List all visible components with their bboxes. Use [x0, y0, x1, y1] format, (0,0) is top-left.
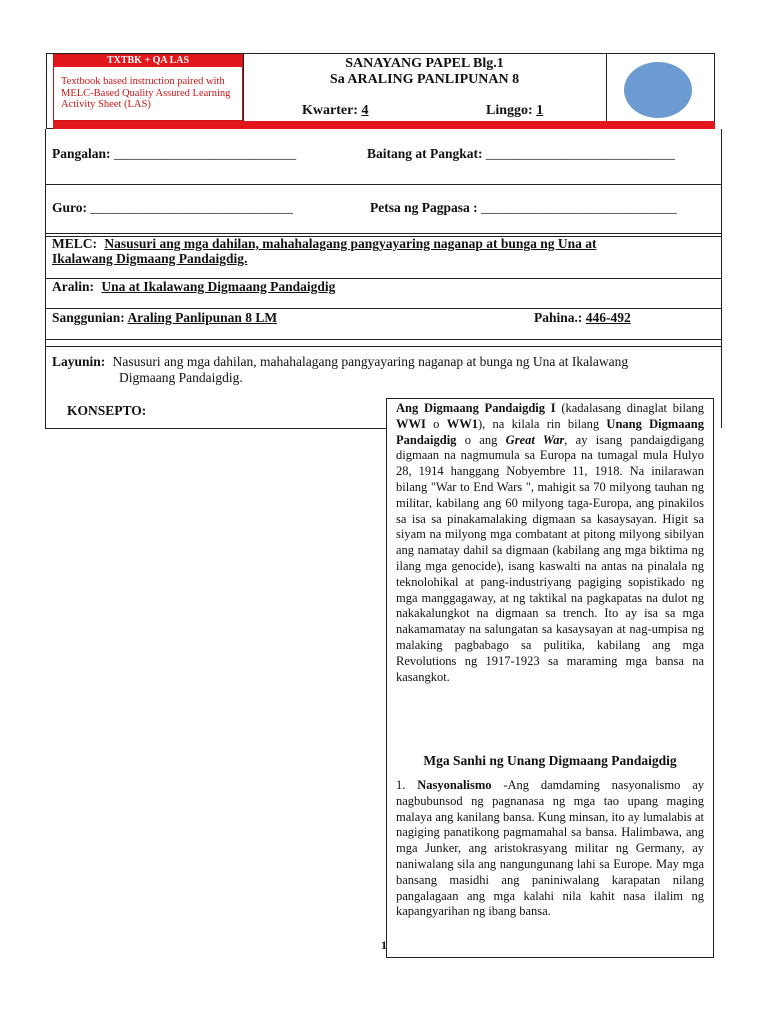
divider: [45, 346, 722, 347]
petsa-field: [370, 200, 677, 216]
kwarter-value: 4: [361, 103, 369, 118]
layunin-label: Layunin:: [52, 354, 106, 369]
layunin-line1: Nasusuri ang mga dahilan, mahahalagang pangyayaring naganap at bunga ng Una at Ikalawang: [112, 354, 629, 369]
melc: [52, 236, 712, 266]
divider: [45, 339, 722, 340]
aralin-label: Aralin:: [52, 279, 94, 294]
unang-digmaan-term: Unang Digmaang Pandaigdig: [396, 416, 705, 447]
melc-label: MELC:: [52, 236, 97, 251]
pahina-value: 446-492: [585, 310, 631, 325]
text: o ang: [464, 432, 498, 447]
linggo-value: 1: [536, 103, 544, 118]
pahina: [534, 310, 631, 326]
linggo: [486, 103, 543, 119]
sanggunian-value: Araling Panlipunan 8 LM: [127, 310, 278, 325]
text: (kadalasang dinaglat bilang: [561, 401, 704, 415]
baitang-blank[interactable]: ____________________________: [485, 146, 675, 161]
text: -Ang damdaming nasyonalismo ay nagbubunsod ng pagnanasa ng mga tao upang maging malaya ang kanilang bansa. Kung minsan, ito ay lumalabis at nagiging panatikong pagmamahal sa bansa. Halimbawa, ang mga Junker, ang aristokrasyang militar ng Germany, ay naniwalang sila ang nangungunang lahi sa Europe. May mga bansang masidhi ang paniniwalang karapatan nilang pangalagaan ang mga kalahi nila kahit nasa ilalim ng kapangyarihan ng ibang bansa.: [396, 778, 705, 919]
baitang-label: Baitang at Pangkat:: [367, 146, 483, 161]
konsepto-paragraph-2: [396, 778, 704, 920]
wwi-title: Ang Digmaang Pandaigdig I: [396, 401, 556, 415]
great-war-term: Great War: [505, 432, 565, 447]
petsa-label: Petsa ng Pagpasa :: [370, 200, 478, 215]
kwarter-label: Kwarter:: [302, 103, 358, 118]
aralin-value: Una at Ikalawang Digmaang Pandaigdig: [101, 279, 336, 294]
divider: [45, 184, 722, 185]
sanhi-heading: Mga Sanhi ng Unang Digmaang Pandaigdig: [423, 753, 677, 768]
pangalan-field: [52, 146, 296, 162]
text: , ay isang pandaigdigang digmaan na nagmumula sa Europa na tumagal mula Hulyo 28, 1914 hanggang Nobyembre 11, 1918. Na inilarawan bilang "War to End Wars ", mahigit sa 70 milyong tauhan ng militar, kabilang ang 60 milyong taga-Europa, ang pinakilos sa isa sa pinakamalaking digmaan sa kasaysayan. Higit sa siyam na milyong mga combatant at pitong milyong sibilyan ang namatay dahil sa digmaan (kabilang ang mga biktima ng ilang mga genocide), isang kaswalti na antas na pinalala ng teknolohikal at pang-industriyang pagiging sopistikado ng mga manggagaway, at ng taktikal na pagkapatas na dulot ng nakakalungkot na digmaan sa trench. Ito ay isa sa mga nakamamatay na salungatan sa kasaysayan at nag-umpisa ng malaking pagbabago sa pulitika, kabilang ang mga Revolutions ng 1917-1923 sa maraming mga bansa na kasangkot.: [396, 432, 705, 684]
layunin-line2: Digmaang Pandaigdig.: [119, 370, 243, 385]
list-number: 1.: [396, 778, 406, 792]
guro-blank[interactable]: ______________________________: [90, 200, 293, 215]
konsepto-paragraph-1: [396, 401, 704, 685]
pahina-label: Pahina.:: [534, 310, 583, 325]
text: ), na kilala rin bilang: [477, 416, 600, 431]
melc-line1: Nasusuri ang mga dahilan, mahahalagang pangyayaring naganap at bunga ng Una at: [104, 236, 597, 251]
konsepto-label: KONSEPTO:: [67, 403, 147, 418]
page-number: 1: [381, 938, 387, 952]
kwarter: [302, 103, 368, 119]
sanggunian-label: Sanggunian:: [52, 310, 125, 325]
divider: [45, 233, 722, 234]
worksheet-subject: Sa ARALING PANLIPUNAN 8: [329, 72, 520, 87]
layunin: [52, 354, 712, 386]
worksheet-title: SANAYANG PAPEL Blg.1: [345, 56, 504, 71]
baitang-field: [367, 146, 675, 162]
pangalan-blank[interactable]: ___________________________: [113, 146, 297, 161]
nasyonalismo-term: Nasyonalismo: [417, 778, 492, 792]
aralin: [52, 279, 335, 295]
txtbk-badge-description: Textbook based instruction paired with MELC-Based Quality Assured Learning Activity Sheet (LAS): [61, 76, 231, 110]
guro-field: [52, 200, 293, 216]
melc-line2: Ikalawang Digmaang Pandaigdig.: [52, 251, 248, 266]
ww1-abbr: WW1: [446, 416, 478, 431]
sanggunian: [52, 310, 277, 326]
logo-circle-icon: [624, 62, 692, 118]
divider: [45, 428, 386, 429]
text: o: [433, 416, 440, 431]
petsa-blank[interactable]: _____________________________: [481, 200, 677, 215]
pangalan-label: Pangalan:: [52, 146, 111, 161]
linggo-label: Linggo:: [486, 103, 533, 118]
header-divider-right: [606, 54, 607, 121]
txtbk-badge-title: TXTBK + QA LAS: [54, 55, 242, 67]
header-red-underline: [53, 121, 715, 129]
divider: [45, 308, 722, 309]
guro-label: Guro:: [52, 200, 88, 215]
wwi-abbr: WWI: [396, 416, 426, 431]
